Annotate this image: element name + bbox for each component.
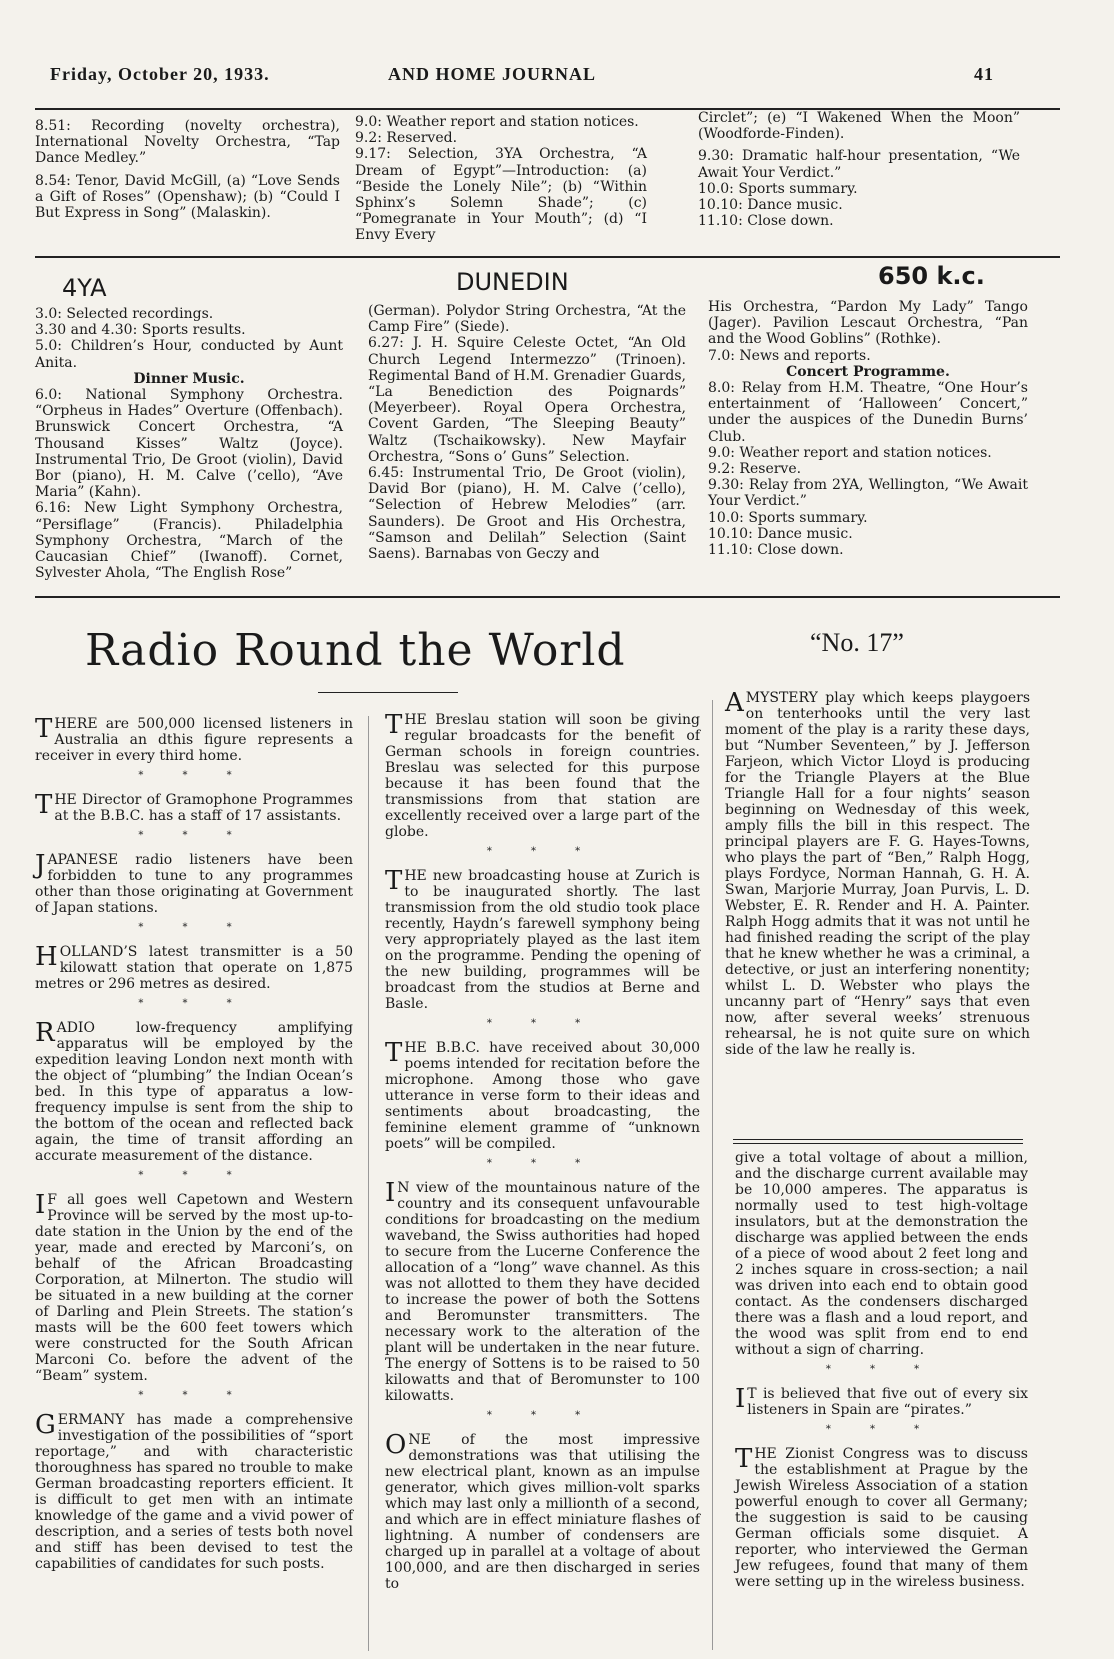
listing-item: 3.30 and 4.30: Sports results.	[35, 322, 246, 339]
news-item	[35, 852, 353, 916]
listing-item: 10.10: Dance music.	[698, 197, 843, 214]
separator-stars: * * *	[825, 1424, 938, 1435]
news-text: NE of the most impressive demonstrations was that utilising the new electrical plant, known as an impulse generator, which gives million-volt sparks which may last only a millionth of a second, and which are in effect miniature flashes of lightning. A number of condensers are charged up in parallel at a voltage of about 100,000, and are then discharged in series to	[385, 1432, 700, 1592]
news-item	[725, 690, 1030, 1058]
section-heading: Dinner Music.	[133, 370, 245, 387]
page-number: 41	[974, 64, 994, 84]
drop-cap: T	[385, 1038, 403, 1068]
news-text: HE Zionist Congress was to discuss the establishment at Prague by the Jewish Wireless Association of a station powerful enough to cover all Germany; the suggestion is said to be causing German officials some disquiet. A reporter, who interviewed the German Jew refugees, found that many of them were setting up in the wireless business.	[735, 1446, 1028, 1590]
news-text: HE Director of Gramophone Programmes at the B.B.C. has a staff of 17 assistants.	[54, 792, 353, 824]
news-text: T is believed that five out of every six listeners in Spain are “pirates.”	[747, 1386, 1028, 1418]
listing-item: 9.2: Reserved.	[355, 130, 458, 147]
news-text: HE new broadcasting house at Zurich is to be inaugurated shortly. The last transmission from the old studio took place recently, Haydn’s farewell symphony being very appropriately played as the last item on the programme. Pending the opening of the new building, programmes will be broadcast from the studios at Berne and Basle.	[385, 868, 700, 1012]
drop-cap: I	[385, 1178, 396, 1208]
separator-stars: * * *	[138, 1170, 250, 1181]
station-listing-col-2	[368, 303, 686, 562]
listing-item: 9.30: Dramatic half-hour presentation, “We Await Your Verdict.”	[698, 148, 1020, 181]
news-text: ERMANY has made a comprehensive investigation of the possibilities of “sport reportage,” and with characteristic thoroughness has spared no trouble to make German broadcasting reporters efficient. It is difficult to get men with an intimate knowledge of the game and a vivid power of description, and a series of tests both novel and stiff has been devised to test the capabilities of candidates for such posts.	[35, 1412, 353, 1572]
article-title: “No. 17”	[810, 628, 904, 657]
news-item	[735, 1386, 1028, 1418]
section-rule	[35, 596, 1060, 598]
news-item	[35, 792, 353, 824]
listing-item: 10.0: Sports summary.	[698, 180, 858, 197]
listing-item: 11.10: Close down.	[708, 542, 844, 559]
listing-item: 9.2: Reserve.	[708, 461, 802, 478]
column-divider	[368, 716, 369, 1651]
news-text: HERE are 500,000 licensed listeners in Australia an dthis figure represents a receiver in every third home.	[35, 716, 353, 764]
drop-cap: R	[35, 1018, 55, 1048]
listing-item: 9.30: Relay from 2YA, Wellington, “We Await Your Verdict.”	[708, 477, 1028, 510]
station-listing-col-3	[708, 299, 1028, 558]
listing-item: His Orchestra, “Pardon My Lady” Tango (Jager). Pavilion Lescaut Orchestra, “Pan and the Wood Goblins” (Rothke).	[708, 299, 1028, 348]
news-column-3-lower	[735, 1150, 1028, 1594]
page-title: Radio Round the World	[85, 625, 626, 676]
separator-stars: * * *	[486, 1410, 599, 1421]
listing-item: 10.0: Sports summary.	[708, 509, 868, 526]
news-item	[35, 1020, 353, 1164]
separator-stars: * * *	[138, 830, 250, 841]
drop-cap: J	[35, 850, 46, 880]
journal-name: AND HOME JOURNAL	[388, 64, 596, 84]
title-underline	[318, 692, 458, 693]
top-listing-col-2	[355, 114, 647, 244]
news-item	[385, 868, 700, 1012]
news-column-3	[725, 690, 1030, 1062]
listing-item: 11.10: Close down.	[698, 213, 834, 230]
listing-item: 6.27: J. H. Squire Celeste Octet, “An Old Church Legend Intermezzo” (Trinoen). Regimental Band of H.M. Grenadier Guards, “La Benediction des Poignards” (Meyerbeer). Royal Opera Orchestra, Covent Garden, “The Sleeping Beauty” Waltz (Tschaikowsky). New Mayfair Orchestra, “Sons o’ Guns” Selection.	[368, 335, 686, 465]
news-text: N view of the mountainous nature of the country and its consequent unfavourable conditions for broadcasting on the medium waveband, the Swiss authorities had hoped to secure from the Lucerne Conference the allocation of a “long” wave channel. As this was not allotted to them they have decided to increase the power of both the Sottens and Beromunster transmitters. The necessary work to the alteration of the plant will be undertaken in the near future. The energy of Sottens is to be raised to 50 kilowatts and that of Beromunster to 100 kilowatts.	[385, 1180, 700, 1404]
station-callsign: 4YA	[62, 274, 107, 302]
issue-date: Friday, October 20, 1933.	[50, 64, 270, 84]
separator-stars: * * *	[825, 1364, 938, 1375]
drop-cap: O	[385, 1430, 407, 1460]
listing-item: 8.0: Relay from H.M. Theatre, “One Hour’s entertainment of ‘Halloween’ Concert,” under the auspices of the Dunedin Burns’ Club.	[708, 380, 1028, 445]
separator-stars: * * *	[138, 922, 250, 933]
separator-stars: * * *	[138, 1390, 250, 1401]
news-text: HE B.B.C. have received about 30,000 poems intended for recitation before the microphone. Among those who gave utterance in verse form to their ideas and sentiments about broadcasting, the feminine element gramme of “unknown poets” will be compiled.	[385, 1040, 700, 1152]
news-column-1	[35, 716, 353, 1576]
drop-cap: T	[35, 714, 53, 744]
drop-cap: A	[725, 688, 744, 718]
listing-item: 9.0: Weather report and station notices.	[355, 114, 639, 130]
separator-stars: * * *	[138, 998, 250, 1009]
drop-cap: T	[735, 1444, 753, 1474]
news-item	[735, 1446, 1028, 1590]
news-text: give a total voltage of about a million, and the discharge current available may be 10,000 amperes. The apparatus is normally used to test high-voltage insulators, but at the demonstration the discharge was applied between the ends of a piece of wood about 2 feet long and 2 inches square in cross-section; a nail was driven into each end to obtain good contact. As the condensers discharged there was a flash and a loud report, and the wood was split from end to end without a sign of charring.	[735, 1150, 1028, 1358]
listing-item: 6.45: Instrumental Trio, De Groot (violin), David Bor (piano), H. M. Calve (’cello), “Selection of Hebrew Melodies” (arr. Saunders). De Groot and His Orchestra, “Samson and Delilah” Selection (Saint Saens). Barnabas von Geczy and	[368, 465, 686, 563]
listing-item: 6.16: New Light Symphony Orchestra, “Persiflage” (Francis). Philadelphia Symphony Orchestra, “March of the Caucasian Chief” (Iwanoff). Cornet, Sylvester Ahola, “The English Rose”	[35, 500, 343, 582]
separator-stars: * * *	[486, 846, 599, 857]
listing-item: 3.0: Selected recordings.	[35, 306, 214, 322]
news-item	[735, 1150, 1028, 1358]
section-rule	[35, 256, 1060, 258]
news-text: F all goes well Capetown and Western Province will be served by the most up-to-date station in the Union by the end of the year, made and erected by Marconi’s, on behalf of the African Broadcasting Corporation, at Milnerton. The studio will be situated in a new building at the corner of Darling and Plein Streets. The station’s masts will be the 600 feet towers which were constructed for the South African Marconi Co. before the advent of the “Beam” system.	[35, 1192, 353, 1384]
drop-cap: H	[35, 942, 58, 972]
listing-item: 9.17: Selection, 3YA Orchestra, “A Dream of Egypt”—Introduction: (a) “Beside the Lonely Nile”; (b) “Within Sphinx’s Solemn Shade”; (c) “Pomegranate in Your Mouth”; (d) “I Envy Every	[355, 146, 647, 244]
section-heading: Concert Programme.	[786, 363, 950, 380]
drop-cap: G	[35, 1410, 56, 1440]
listing-item: 10.10: Dance music.	[708, 525, 853, 542]
listing-item: 7.0: News and reports.	[708, 347, 871, 364]
listing-item: 6.0: National Symphony Orchestra. “Orpheus in Hades” Overture (Offenbach). Brunswick Concert Orchestra, “A Thousand Kisses” Waltz (Joyce). Instrumental Trio, De Groot (violin), David Bor (piano), H. M. Calve (’cello), “Ave Maria” (Kahn).	[35, 387, 343, 501]
drop-cap: T	[385, 710, 403, 740]
news-item	[35, 716, 353, 764]
news-item	[35, 944, 353, 992]
top-listing-col-3	[698, 110, 1020, 229]
listing-item: (German). Polydor String Orchestra, “At the Camp Fire” (Siede).	[368, 303, 686, 336]
news-text: HE Breslau station will soon be giving regular broadcasts for the benefit of German schools in foreign countries. Breslau was selected for this purpose because it has been found that the transmissions from that station are excellently received over a large part of the globe.	[385, 712, 700, 840]
news-item	[385, 1432, 700, 1592]
news-item	[35, 1192, 353, 1384]
separator-stars: * * *	[138, 770, 250, 781]
listing-item: Circlet”; (e) “I Wakened When the Moon” (Woodforde-Finden).	[698, 110, 1020, 143]
drop-cap: T	[35, 790, 53, 820]
listing-item: 8.51: Recording (novelty orchestra), International Novelty Orchestra, “Tap Dance Medley.”	[35, 118, 340, 167]
separator-stars: * * *	[486, 1158, 599, 1169]
news-item	[35, 1412, 353, 1572]
news-item	[385, 712, 700, 840]
section-rule	[733, 1143, 1023, 1144]
listing-item: 9.0: Weather report and station notices.	[708, 444, 992, 461]
drop-cap: I	[735, 1384, 746, 1414]
news-text: OLLAND’S latest transmitter is a 50 kilowatt station that operate on 1,875 metres or 296 metres as desired.	[35, 944, 353, 992]
news-text: ADIO low-frequency amplifying apparatus will be employed by the expedition leaving London next month with the object of “plumbing” the Indian Ocean’s bed. In this type of apparatus a low-frequency impulse is sent from the ship to the bottom of the ocean and reflected back again, the time of transit affording an accurate measurement of the distance.	[35, 1020, 353, 1164]
station-frequency: 650 k.c.	[878, 262, 985, 290]
drop-cap: T	[385, 866, 403, 896]
column-divider	[712, 700, 713, 1650]
separator-stars: * * *	[486, 1018, 599, 1029]
listing-item: 8.54: Tenor, David McGill, (a) “Love Sends a Gift of Roses” (Openshaw); (b) “Could I But Express in Song” (Malaskin).	[35, 172, 340, 222]
news-item	[385, 1040, 700, 1152]
drop-cap: I	[35, 1190, 46, 1220]
news-text: MYSTERY play which keeps playgoers on tenterhooks until the very last moment of the play is a rarity these days, but “Number Seventeen,” by J. Jefferson Farjeon, which Victor Lloyd is producing for the Triangle Players at the Blue Triangle Hall for a four nights’ season beginning on Wednesday of this week, amply fills the bill in this respect. The principal players are F. G. Hayes-Towns, who plays the part of “Ben,” Ralph Hogg, plays Fordyce, Norman Hannah, G. H. A. Swan, Marjorie Murray, Joan Purvis, L. D. Webster, E. R. Render and H. A. Painter. Ralph Hogg admits that it was not until he had finished reading the script of the play that he knew whether he was a criminal, a detective, or just an interfering nonentity; whilst L. D. Webster who plays the uncanny part of “Henry” says that even now, after several weeks’ strenuous rehearsal, he is not quite sure on which side of the law he really is.	[725, 690, 1030, 1058]
news-column-2	[385, 712, 700, 1596]
news-text: APANESE radio listeners have been forbidden to tune to any programmes other than those originating at Government of Japan stations.	[35, 852, 353, 916]
news-item	[385, 1180, 700, 1404]
section-rule	[733, 1139, 1023, 1140]
station-city: DUNEDIN	[456, 268, 569, 296]
listing-item: 5.0: Children’s Hour, conducted by Aunt Anita.	[35, 338, 343, 371]
station-listing-col-1	[35, 306, 343, 581]
top-listing-col-1	[35, 118, 340, 221]
